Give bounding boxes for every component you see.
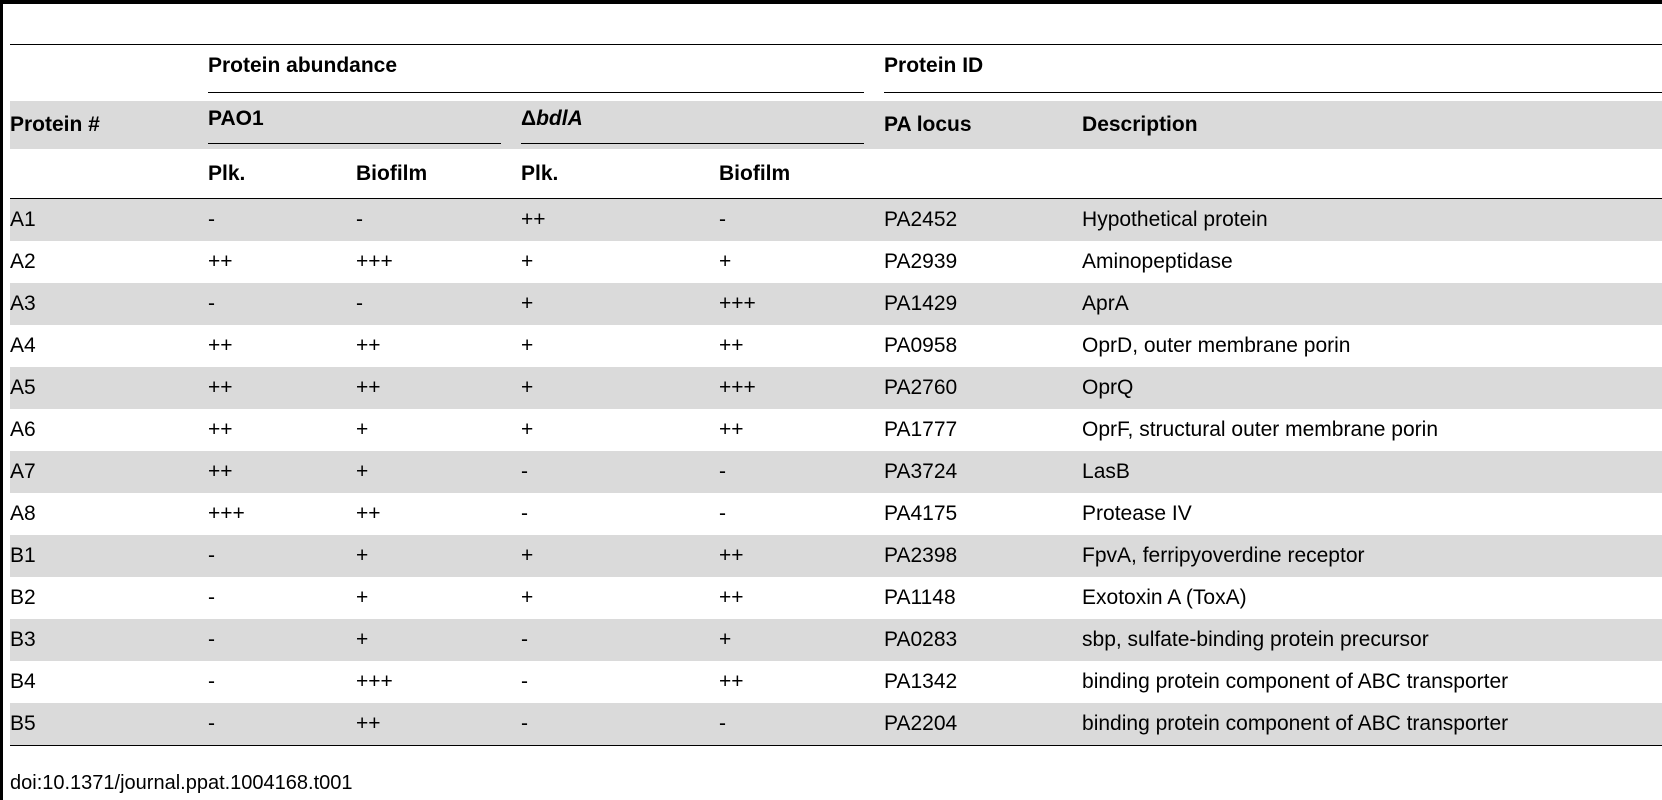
cell-protein: A4 <box>10 334 36 357</box>
cell-bdla-biofilm: - <box>719 703 884 746</box>
cell-pa-locus: PA2204 <box>884 703 1082 746</box>
header-protein-abundance <box>208 45 884 102</box>
left-border-rule <box>0 0 3 800</box>
bdla-underline <box>521 107 864 144</box>
table-row <box>10 325 1662 367</box>
cell-bdla-biofilm: + <box>719 619 884 661</box>
header-bdla-plk: Plk. <box>521 161 559 185</box>
cell-pao1-plk: - <box>208 619 356 661</box>
cell-bdla-plk: - <box>521 670 528 693</box>
cell-pa-locus: PA2760 <box>884 367 1082 409</box>
cell-pao1-biofilm: ++ <box>356 703 521 746</box>
cell-bdla-plk: + <box>521 250 534 273</box>
cell-bdla-biofilm: +++ <box>719 367 884 409</box>
cell-pao1-plk: ++ <box>208 250 233 273</box>
cell-bdla-biofilm: - <box>719 502 726 525</box>
table-row <box>10 241 1662 283</box>
table-row <box>10 535 1662 577</box>
cell-protein: B1 <box>10 535 208 577</box>
table-row <box>10 409 1662 451</box>
cell-pao1-plk: - <box>208 670 215 693</box>
table-row <box>10 661 1662 703</box>
cell-pa-locus: PA1429 <box>884 283 1082 325</box>
cell-bdla-biofilm: ++ <box>719 418 744 441</box>
cell-protein: A2 <box>10 250 36 273</box>
cell-protein: B4 <box>10 670 36 693</box>
header-empty-desc <box>1082 149 1662 199</box>
cell-description: LasB <box>1082 451 1662 493</box>
cell-protein: A7 <box>10 451 208 493</box>
header-pao1-plk: Plk. <box>208 161 246 185</box>
delta-symbol: Δ <box>521 106 537 130</box>
table-header <box>10 45 1662 199</box>
header-protein-id <box>884 45 1662 102</box>
cell-pao1-biofilm: ++ <box>356 334 381 357</box>
cell-pao1-plk: ++ <box>208 451 356 493</box>
cell-protein: A8 <box>10 502 36 525</box>
cell-protein: A3 <box>10 283 208 325</box>
top-border-rule <box>0 0 1662 4</box>
cell-pao1-plk: - <box>208 703 356 746</box>
cell-description: FpvA, ferripyoverdine receptor <box>1082 535 1662 577</box>
abundance-group-label: Protein abundance <box>208 53 398 77</box>
cell-pao1-biofilm: + <box>356 451 521 493</box>
cell-pa-locus: PA2452 <box>884 199 1082 242</box>
cell-pao1-plk: - <box>208 199 356 242</box>
table-row <box>10 199 1662 242</box>
cell-pao1-biofilm: ++ <box>356 502 381 525</box>
pao1-label: PAO1 <box>208 106 264 130</box>
cell-pao1-plk: ++ <box>208 334 233 357</box>
cell-pa-locus: PA3724 <box>884 451 1082 493</box>
cell-pao1-biofilm: + <box>356 418 369 441</box>
cell-bdla-biofilm: ++ <box>719 670 744 693</box>
cell-pa-locus: PA1148 <box>884 586 956 609</box>
cell-bdla-plk: + <box>521 283 719 325</box>
cell-bdla-biofilm: ++ <box>719 535 884 577</box>
cell-pa-locus: PA4175 <box>884 502 958 525</box>
cell-bdla-biofilm: ++ <box>719 586 744 609</box>
header-empty-cell-lower <box>10 149 208 199</box>
cell-pao1-biofilm: + <box>356 619 521 661</box>
table-row <box>10 703 1662 746</box>
table-row <box>10 493 1662 535</box>
header-description: Description <box>1082 101 1662 149</box>
table-row <box>10 451 1662 493</box>
cell-pao1-biofilm: ++ <box>356 367 521 409</box>
cell-pao1-plk: - <box>208 283 356 325</box>
cell-protein: A6 <box>10 418 36 441</box>
cell-description: OprQ <box>1082 367 1662 409</box>
cell-bdla-plk: - <box>521 619 719 661</box>
cell-bdla-plk: - <box>521 703 719 746</box>
cell-bdla-biofilm: +++ <box>719 283 884 325</box>
table-body <box>10 199 1662 746</box>
cell-bdla-plk: + <box>521 586 534 609</box>
header-bdla-biofilm: Biofilm <box>719 161 791 185</box>
cell-pa-locus: PA1777 <box>884 418 958 441</box>
cell-pao1-plk: - <box>208 586 215 609</box>
cell-protein: B2 <box>10 586 36 609</box>
cell-pao1-plk: +++ <box>208 502 245 525</box>
table-row <box>10 619 1662 661</box>
cell-pa-locus: PA0958 <box>884 334 958 357</box>
cell-bdla-plk: + <box>521 367 719 409</box>
cell-protein: B3 <box>10 619 208 661</box>
cell-bdla-plk: - <box>521 451 719 493</box>
protein-table-container <box>10 44 1662 746</box>
table-row <box>10 367 1662 409</box>
bdla-label <box>521 107 583 143</box>
table-row <box>10 283 1662 325</box>
cell-bdla-plk: ++ <box>521 199 719 242</box>
cell-description: OprF, structural outer membrane porin <box>1082 418 1439 441</box>
header-protein-number: Protein # <box>10 101 208 149</box>
pao1-underline <box>208 107 501 144</box>
cell-pao1-biofilm: +++ <box>356 250 393 273</box>
cell-description: AprA <box>1082 283 1662 325</box>
table-row <box>10 577 1662 619</box>
id-group-label: Protein ID <box>884 53 984 77</box>
bdla-gene-name: bdlA <box>536 106 583 130</box>
cell-bdla-biofilm: - <box>719 451 884 493</box>
cell-description: Exotoxin A (ToxA) <box>1082 586 1247 609</box>
cell-pao1-plk: ++ <box>208 367 356 409</box>
cell-description: Aminopeptidase <box>1082 250 1233 273</box>
cell-pao1-plk: - <box>208 535 356 577</box>
header-strain-bdla <box>521 101 884 149</box>
cell-pao1-biofilm: +++ <box>356 670 393 693</box>
cell-pao1-biofilm: + <box>356 535 521 577</box>
protein-abundance-table <box>10 44 1662 746</box>
cell-description: Hypothetical protein <box>1082 199 1662 242</box>
header-empty-locus <box>884 149 1082 199</box>
header-pao1-biofilm: Biofilm <box>356 161 428 185</box>
cell-bdla-biofilm: ++ <box>719 334 744 357</box>
cell-description: binding protein component of ABC transporter <box>1082 703 1662 746</box>
cell-bdla-plk: + <box>521 334 534 357</box>
cell-description: sbp, sulfate-binding protein precursor <box>1082 619 1662 661</box>
cell-pao1-biofilm: - <box>356 283 521 325</box>
cell-protein: A1 <box>10 199 208 242</box>
cell-protein: A5 <box>10 367 208 409</box>
cell-pa-locus: PA0283 <box>884 619 1082 661</box>
doi-caption: doi:10.1371/journal.ppat.1004168.t001 <box>10 772 353 794</box>
header-pa-locus: PA locus <box>884 101 1082 149</box>
abundance-group-underline <box>208 54 864 93</box>
id-group-underline <box>884 54 1662 93</box>
header-strain-pao1 <box>208 101 521 149</box>
cell-bdla-plk: - <box>521 502 528 525</box>
cell-pao1-biofilm: - <box>356 199 521 242</box>
cell-bdla-biofilm: + <box>719 250 732 273</box>
cell-pao1-plk: ++ <box>208 418 233 441</box>
cell-pa-locus: PA2398 <box>884 535 1082 577</box>
cell-bdla-plk: + <box>521 418 534 441</box>
cell-bdla-plk: + <box>521 535 719 577</box>
cell-description: binding protein component of ABC transporter <box>1082 670 1509 693</box>
cell-description: OprD, outer membrane porin <box>1082 334 1351 357</box>
cell-protein: B5 <box>10 703 208 746</box>
cell-description: Protease IV <box>1082 502 1192 525</box>
cell-bdla-biofilm: - <box>719 199 884 242</box>
cell-pao1-biofilm: + <box>356 586 369 609</box>
cell-pa-locus: PA2939 <box>884 250 958 273</box>
cell-pa-locus: PA1342 <box>884 670 958 693</box>
header-empty-cell <box>10 45 208 102</box>
